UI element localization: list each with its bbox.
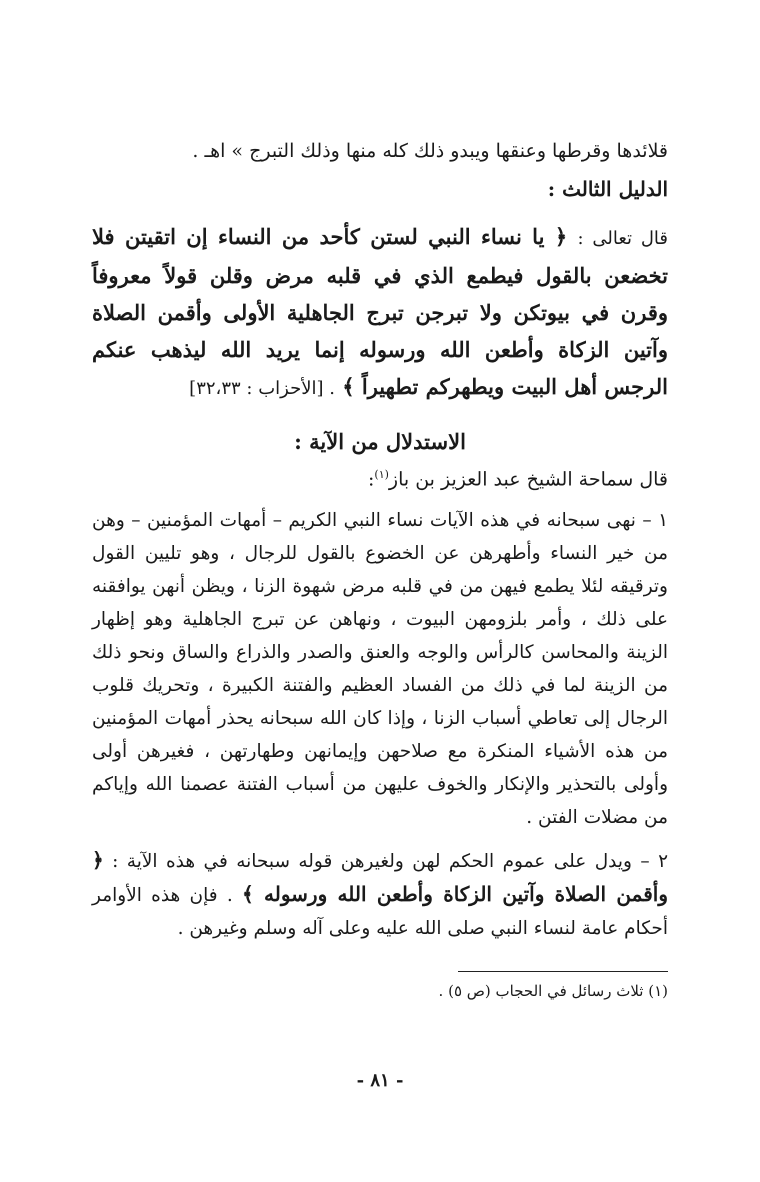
intro-text: قال سماحة الشيخ عبد العزيز بن باز <box>388 468 668 491</box>
section-heading: الاستدلال من الآية : <box>294 429 466 454</box>
paragraph-two-quote: ﴿ وأقمن الصلاة وآتين الزكاة وأطعن الله ورسوله ﴾ <box>92 848 668 907</box>
verse-text: ﴿ يا نساء النبي لستن كأحد من النساء إن اتقيتن فلا تخضعن بالقول فيطمع الذي في قلبه مرض وقلن قولاً معروفاً وقرن في بيوتكن ولا تبرجن تبرج الجاهلية الأولى وأقمن الصلاة وآتين الزكاة وأطعن الله ورسوله إنما يريد الله ليذهب عنكم الرجس أهل البيت ويطهركم تطهيراً ﴾ <box>92 224 668 399</box>
intro-colon: : <box>367 468 375 491</box>
footnote-marker: (١) <box>374 468 389 481</box>
heading-third-evidence: الدليل الثالث : <box>547 177 668 201</box>
quote-intro <box>92 458 668 496</box>
quran-verse-block <box>92 218 668 407</box>
footnote: (١) ثلاث رسائل في الحجاب (ص ٥) . <box>438 982 668 1001</box>
paragraph-two-lead: ٢ – ويدل على عموم الحكم لهن ولغيرهن قوله سبحانه في هذه الآية : <box>112 851 668 873</box>
footnote-divider <box>458 971 668 972</box>
paragraph-two <box>92 844 668 945</box>
paragraph-one: ١ – نهى سبحانه في هذه الآيات نساء النبي الكريم – أمهات المؤمنين – وهن من خير النساء وأطهرهن عن الخضوع بالقول للرجال ، وهو تليين القول وترقيقه لئلا يطمع فيهن من في قلبه مرض شهوة الزنا ، ويظن أنهن يوافقنه على ذلك ، وأمر بلزومهن البيوت ، ونهاهن عن تبرج الجاهلية وهو إظهار الزينة والمحاسن كالرأس والوجه والعنق والصدر والذراع والساق ونحو ذلك من الزينة لما في ذلك من الفساد العظيم والفتنة الكبيرة ، وتحريك قلوب الرجال إلى تعاطي أسباب الزنا ، وإذا كان الله سبحانه يحذر أمهات المؤمنين من هذه الأشياء المنكرة مع صلاحهن وإيمانهن وطهارتهن ، فغيرهن أولى وأولى بالتحذير والإنكار والخوف عليهن من أسباب الفتنة عصمنا الله وإياكم من مضلات الفتن . <box>92 510 668 829</box>
paragraph-two-tail: . فإن هذه الأوامر أحكام عامة لنساء النبي صلى الله عليه وعلى آله وسلم وغيرهن . <box>92 885 668 940</box>
verse-reference: . [الأحزاب : ٣٢،٣٣] <box>189 378 335 399</box>
continuation-line: قلائدها وقرطها وعنقها ويبدو ذلك كله منها وذلك التبرج » اهـ . <box>192 140 668 162</box>
page-number: - ٨١ - <box>356 1070 404 1091</box>
verse-lead: قال تعالى : <box>577 228 669 249</box>
